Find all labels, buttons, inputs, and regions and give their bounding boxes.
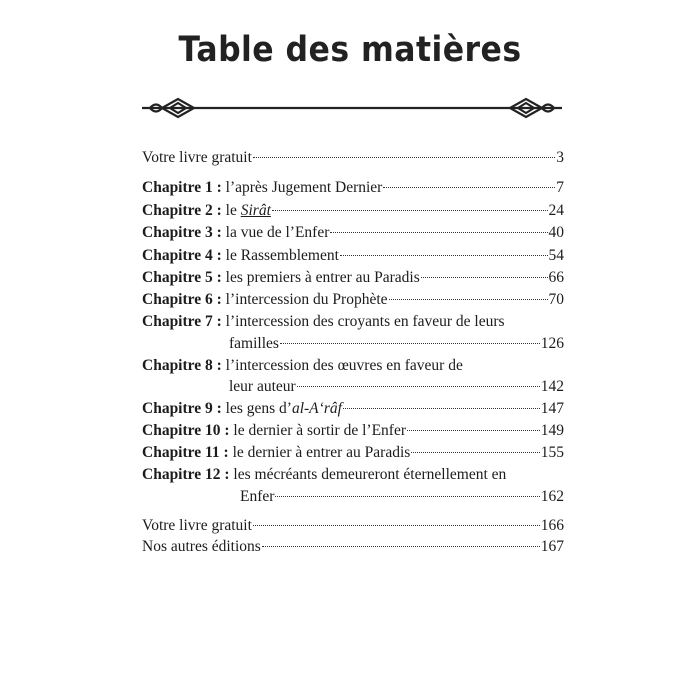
toc-entry-chapter-6[interactable]: [142, 290, 564, 310]
entry-title: le dernier à sortir de l’Enfer: [233, 422, 406, 439]
dot-leader: [340, 254, 548, 256]
toc-entry-chapter-2[interactable]: [142, 201, 564, 221]
dot-leader: [272, 209, 548, 211]
chapter-label: Chapitre 2 :: [142, 202, 222, 219]
entry-title-prefix: les gens d’: [225, 400, 292, 417]
entry-title: Votre livre gratuit: [142, 517, 252, 534]
page-number: 149: [540, 422, 564, 439]
page-number: 70: [548, 291, 564, 308]
dot-leader: [280, 342, 540, 344]
toc-entry-chapter-4[interactable]: [142, 246, 564, 266]
entry-title: [226, 399, 342, 419]
toc-entry-chapter-7[interactable]: [142, 312, 564, 332]
entry-title-continued: familles: [229, 335, 279, 352]
entry-title: le dernier à entrer au Paradis: [232, 444, 411, 461]
entry-title: l’intercession des œuvres en faveur de: [225, 357, 463, 374]
page-number: 54: [548, 247, 564, 264]
page-number: 166: [540, 517, 564, 534]
dot-leader: [343, 407, 540, 409]
dot-leader: [330, 231, 547, 233]
page-number: 142: [540, 378, 564, 395]
entry-title-emphasis: al-A‘râf: [291, 400, 342, 417]
dot-leader: [253, 524, 540, 526]
toc-entry-chapter-8[interactable]: [142, 356, 564, 376]
chapter-label: Chapitre 1 :: [142, 179, 222, 196]
entry-title: le Rassemblement: [225, 247, 339, 264]
chapter-label: Chapitre 10 :: [142, 422, 230, 439]
entry-title-continued: leur auteur: [229, 378, 296, 395]
page-number: 7: [556, 179, 564, 196]
toc-entry-chapter-8-continued[interactable]: [229, 377, 564, 397]
page-number: 3: [556, 149, 564, 166]
toc-entry-chapter-9[interactable]: [142, 399, 564, 419]
chapter-label: Chapitre 9 :: [142, 400, 222, 417]
dot-leader: [297, 385, 540, 387]
toc-entry-chapter-10[interactable]: [142, 421, 564, 441]
dot-leader: [383, 186, 555, 188]
dot-leader: [275, 495, 539, 497]
entry-title: Nos autres éditions: [142, 538, 261, 555]
entry-title: la vue de l’Enfer: [225, 224, 330, 241]
toc-entry-chapter-12[interactable]: [142, 465, 564, 485]
page-number: 66: [548, 269, 564, 286]
chapter-label: Chapitre 3 :: [142, 224, 222, 241]
toc-entry-intro[interactable]: [142, 148, 564, 168]
chapter-label: Chapitre 5 :: [142, 269, 222, 286]
toc-entry-chapter-1[interactable]: [142, 178, 564, 198]
toc-entry-chapter-12-continued[interactable]: [240, 487, 564, 507]
dot-leader: [421, 276, 548, 278]
page-number: 126: [540, 335, 564, 352]
dot-leader: [389, 298, 548, 300]
dot-leader: [407, 429, 540, 431]
chapter-label: Chapitre 12 :: [142, 466, 230, 483]
chapter-label: Chapitre 4 :: [142, 247, 222, 264]
entry-title: les mécréants demeureront éternellement en: [233, 466, 507, 483]
dot-leader: [262, 545, 540, 547]
page-number: 40: [548, 224, 564, 241]
page-number: 162: [540, 488, 564, 505]
chapter-label: Chapitre 11 :: [142, 444, 229, 461]
page-title: Table des matières: [178, 30, 522, 70]
toc-entry-chapter-3[interactable]: [142, 223, 564, 243]
chapter-label: Chapitre 8 :: [142, 357, 222, 374]
entry-title-prefix: le: [225, 202, 241, 219]
entry-title: Votre livre gratuit: [142, 149, 252, 166]
toc-entry-chapter-7-continued[interactable]: [229, 334, 564, 354]
entry-title: l’intercession du Prophète: [225, 291, 388, 308]
entry-title-continued: Enfer: [240, 488, 275, 505]
entry-title: [226, 201, 271, 221]
entry-title: l’intercession des croyants en faveur de leurs: [225, 313, 505, 330]
page-number: 147: [540, 400, 564, 417]
toc-entry-outro[interactable]: [142, 516, 564, 536]
page-number: 155: [540, 444, 564, 461]
toc-entry-editions[interactable]: [142, 537, 564, 557]
chapter-label: Chapitre 7 :: [142, 313, 222, 330]
toc-entry-chapter-5[interactable]: [142, 268, 564, 288]
chapter-label: Chapitre 6 :: [142, 291, 222, 308]
entry-title-emphasis: Sirât: [240, 202, 271, 219]
entry-title: les premiers à entrer au Paradis: [225, 269, 420, 286]
page-number: 24: [548, 202, 564, 219]
page-number: 167: [540, 538, 564, 555]
toc-entry-chapter-11[interactable]: [142, 443, 564, 463]
entry-title: l’après Jugement Dernier: [225, 179, 383, 196]
dot-leader: [411, 451, 539, 453]
dot-leader: [253, 156, 555, 158]
